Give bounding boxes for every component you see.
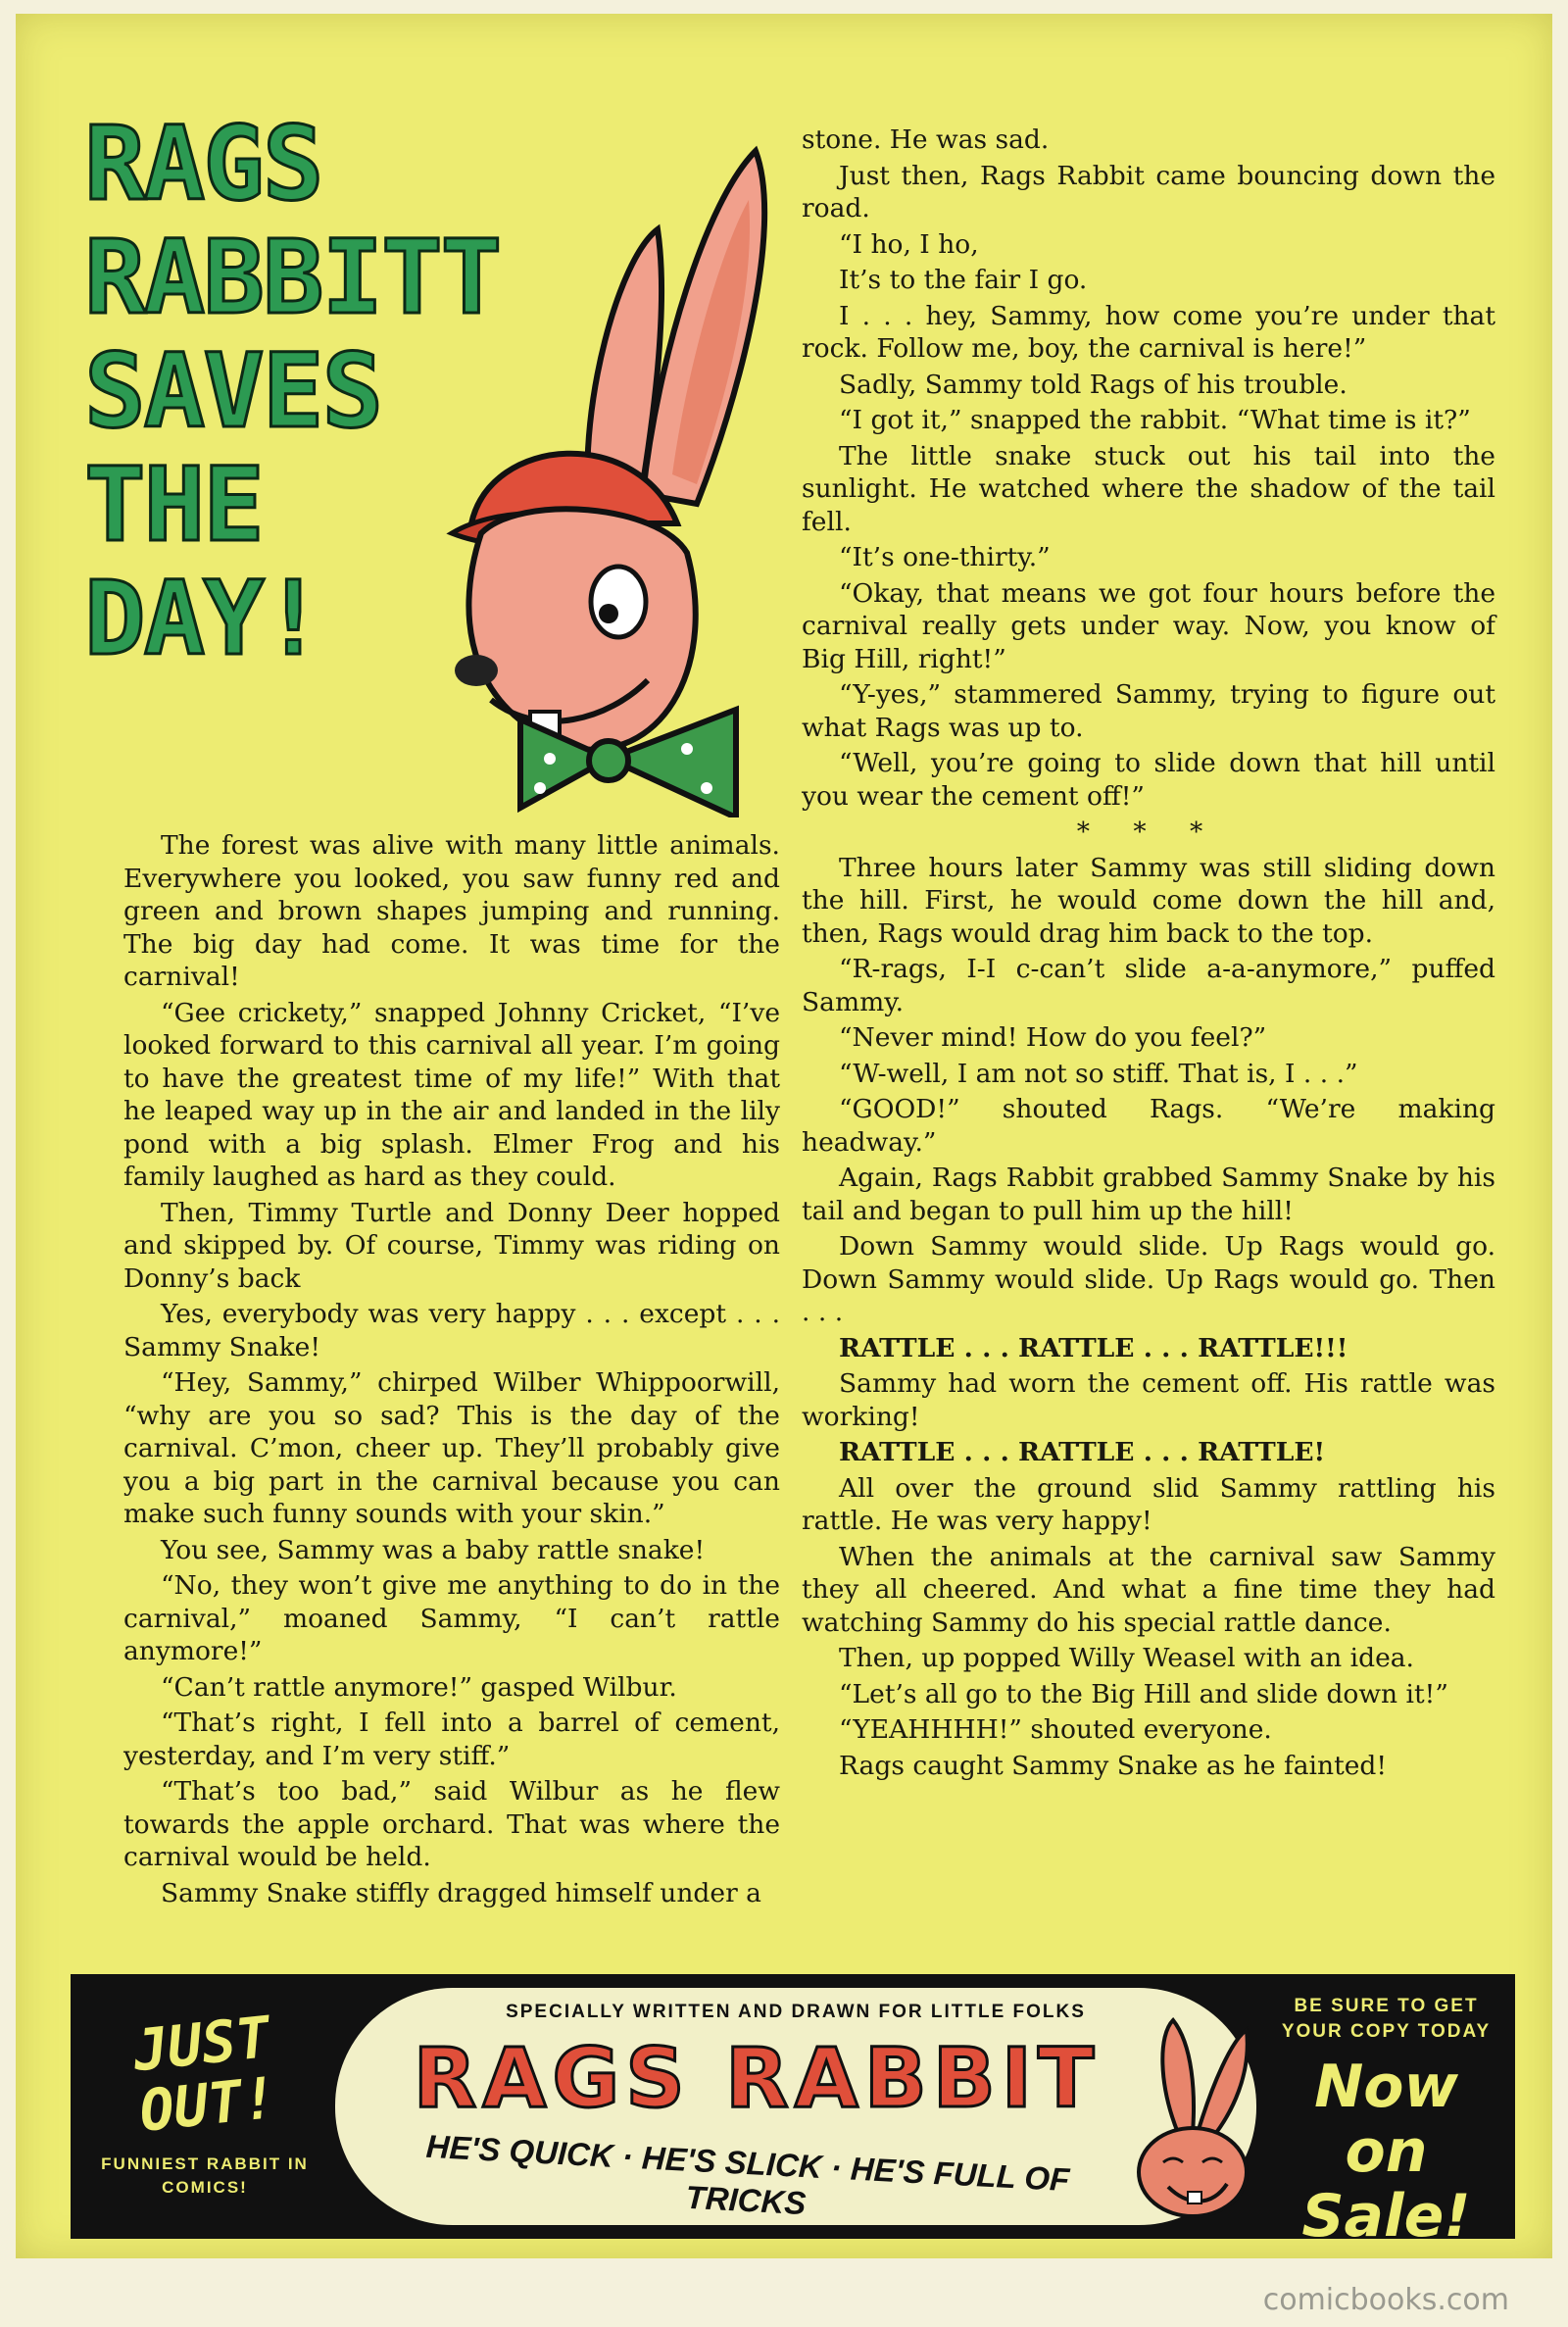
story-paragraph: Sammy Snake stiffly dragged himself under a — [161, 1877, 761, 1908]
watermark: comicbooks.com — [1262, 2283, 1509, 2317]
ad-tagline: HE'S QUICK · HE'S SLICK · HE'S FULL OF TRICKS — [424, 2127, 1071, 2222]
story-paragraph: “That’s right, I fell into a barrel of cement, yesterday, and I’m very stiff.” — [123, 1708, 780, 1771]
story-paragraph: “Okay, that means we got four hours before the carnival really gets under way. Now, you know of Big Hill, right!” — [802, 577, 1495, 674]
title-line: SAVES — [84, 331, 382, 451]
story-paragraph: “It’s one-thirty.” — [839, 542, 1051, 572]
scene-break: * * * — [1076, 817, 1221, 847]
story-paragraph: Again, Rags Rabbit grabbed Sammy Snake by his tail and began to pull him up the hill! — [802, 1163, 1495, 1226]
title-line: DAY! — [84, 559, 322, 678]
story-paragraph: “Can’t rattle anymore!” gasped Wilbur. — [161, 1671, 677, 1703]
story-paragraph: Down Sammy would slide. Up Rags would go. Down Sammy would slide. Up Rags would go. Then . . . — [802, 1231, 1495, 1327]
comic-page — [16, 14, 1552, 2258]
ad-funniest: FUNNIEST RABBIT IN COMICS! — [101, 2154, 309, 2197]
story-paragraph: “W-well, I am not so stiff. That is, I . . .” — [839, 1058, 1358, 1089]
story-paragraph: Then, Timmy Turtle and Donny Deer hopped and skipped by. Of course, Timmy was riding on Donny’s back — [123, 1197, 780, 1294]
story-paragraph: Sammy had worn the cement off. His rattle was working! — [802, 1368, 1495, 1432]
story-paragraph: RATTLE . . . RATTLE . . . RATTLE! — [839, 1437, 1326, 1467]
advertisement-banner — [71, 1974, 1515, 2251]
title-line: RABBITT — [84, 218, 501, 337]
story-paragraph: All over the ground slid Sammy rattling his rattle. He was very happy! — [802, 1472, 1495, 1536]
story-paragraph: The forest was alive with many little animals. Everywhere you looked, you saw funny red and green and brown shapes jumping and running. The big day had come. It was time for the carnival! — [123, 830, 780, 992]
story-paragraph: “Hey, Sammy,” chirped Wilber Whippoorwill, “why are you so sad? This is the day of the carnival. C’mon, cheer up. They’ll probably give you a big part in the carnival because you can make such funny sounds with your skin.” — [123, 1367, 780, 1529]
story-paragraph: stone. He was sad. — [802, 124, 1050, 155]
story-paragraph: Sadly, Sammy told Rags of his trouble. — [839, 369, 1348, 400]
story-paragraph: I . . . hey, Sammy, how come you’re under that rock. Follow me, boy, the carnival is here!” — [802, 300, 1495, 364]
story-paragraph: RATTLE . . . RATTLE . . . RATTLE!!! — [839, 1332, 1348, 1363]
story-paragraph: The little snake stuck out his tail into the sunlight. He watched where the shadow of the tail fell. — [802, 440, 1495, 537]
story-paragraph: “No, they won’t give me anything to do in the carnival,” moaned Sammy, “I can’t rattle anymore!” — [123, 1570, 780, 1666]
title-line: THE — [84, 445, 263, 565]
title-line: RAGS — [84, 104, 322, 223]
story-paragraph: Yes, everybody was very happy . . . except . . . Sammy Snake! — [123, 1299, 780, 1362]
story-paragraph: “YEAHHHH!” shouted everyone. — [839, 1714, 1272, 1745]
ad-center-panel — [335, 1988, 1256, 2225]
story-paragraph: “Y-yes,” stammered Sammy, trying to figure out what Rags was up to. — [802, 679, 1495, 743]
story-paragraph: “R-rags, I-I c-can’t slide a-a-anymore,” puffed Sammy. — [802, 954, 1495, 1017]
story-paragraph: When the animals at the carnival saw Sammy they all cheered. And what a fine time they had watching Sammy do his special rattle dance. — [802, 1541, 1495, 1638]
rabbit-illustration — [413, 112, 805, 817]
ad-be-sure: BE SURE TO GET YOUR COPY TODAY — [1281, 1996, 1492, 2042]
story-paragraph: “I ho, I ho, — [839, 228, 979, 260]
story-paragraph: Just then, Rags Rabbit came bouncing down the road. — [802, 160, 1495, 223]
story-paragraph: “That’s too bad,” said Wilbur as he flew towards the apple orchard. That was where the carnival would be held. — [123, 1776, 780, 1872]
story-paragraph: “Never mind! How do you feel?” — [839, 1022, 1267, 1053]
ad-specially: SPECIALLY WRITTEN AND DRAWN FOR LITTLE FOLKS — [506, 2002, 1086, 2022]
story-paragraph: “GOOD!” shouted Rags. “We’re making headway.” — [802, 1094, 1495, 1158]
story-column-right — [802, 124, 1495, 1785]
rabbit-icon — [1119, 2015, 1256, 2221]
story-paragraph: Rags caught Sammy Snake as he fainted! — [839, 1750, 1388, 1781]
ad-right-panel — [1271, 1994, 1501, 2249]
story-column-left — [123, 829, 780, 1912]
story-paragraph: Three hours later Sammy was still sliding down the hill. First, he would come down the hill and, then, Rags would drag him back to the top. — [802, 852, 1495, 949]
ad-left-panel — [92, 2004, 318, 2200]
story-paragraph: You see, Sammy was a baby rattle snake! — [161, 1534, 706, 1565]
story-paragraph: “Let’s all go to the Big Hill and slide down it!” — [839, 1678, 1448, 1709]
story-paragraph: It’s to the fair I go. — [839, 265, 1088, 295]
ad-now-on-sale: Now on Sale! — [1301, 2053, 1471, 2251]
story-paragraph: “Gee crickety,” snapped Johnny Cricket, “I’ve looked forward to this carnival all year. I’m going to have the greatest time of my life!” With that he leaped way up in the air and landed in the lily pond with a big splash. Elmer Frog and his family laughed as hard as they could. — [123, 997, 780, 1192]
story-paragraph: “Well, you’re going to slide down that hill until you wear the cement off!” — [802, 748, 1495, 812]
ad-logo: RAGS RABBIT — [413, 2030, 1101, 2126]
ad-just-out: JUST OUT! — [129, 2004, 280, 2145]
story-paragraph: “I got it,” snapped the rabbit. “What time is it?” — [839, 405, 1471, 435]
story-paragraph: Then, up popped Willy Weasel with an idea. — [839, 1643, 1414, 1673]
